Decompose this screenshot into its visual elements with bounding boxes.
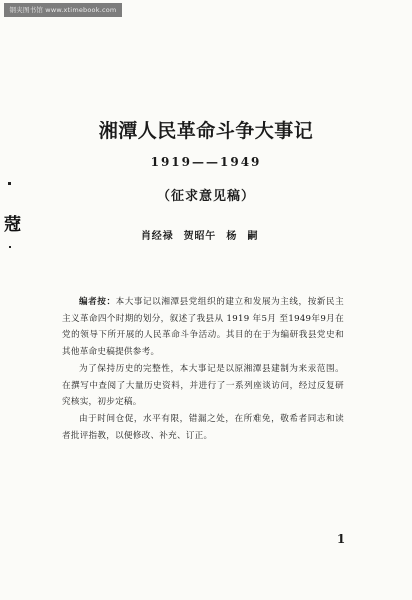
author-line: 肖经禄 贺昭午 杨 嗣 xyxy=(141,231,259,242)
paragraph xyxy=(62,361,344,411)
paragraph-text: 本大事记以湘潭县党组织的建立和发展为主线，按新民主主义革命四个时期的划分，叙述了我县从 1919 年5月 至1949年9月在党的领导下所开展的人民革命斗争活动。其目的在于为编研我县党史和其他革命史稿提供参考。 xyxy=(62,297,344,358)
margin-mark: 蒄 xyxy=(4,215,21,235)
scan-speck xyxy=(9,246,11,248)
paragraph xyxy=(62,294,344,361)
paragraph-text: 由于时间仓促，水平有限，错漏之处，在所难免，敬希者同志和读者批评指教，以便修改、补充、订正。 xyxy=(62,413,344,441)
year-range: 1919——1949 xyxy=(150,155,262,169)
watermark: 钢夹图书馆 www.xtimebook.com xyxy=(4,3,122,17)
document-title: 湘潭人民革命斗争大事记 xyxy=(98,120,314,142)
page-number: 1 xyxy=(336,532,346,546)
paragraph xyxy=(62,411,344,444)
paragraph-text: 为了保持历史的完整性，本大事记是以原湘潭县建制为来汞范围。在撰写中查阅了大量历史资料，并进行了一系列座谈访问，经过反复研究核实，初步定稿。 xyxy=(62,363,344,408)
editor-note xyxy=(62,294,344,444)
document-subtitle: （征求意见稿） xyxy=(156,189,255,204)
editor-note-label: 编者按： xyxy=(79,297,116,307)
